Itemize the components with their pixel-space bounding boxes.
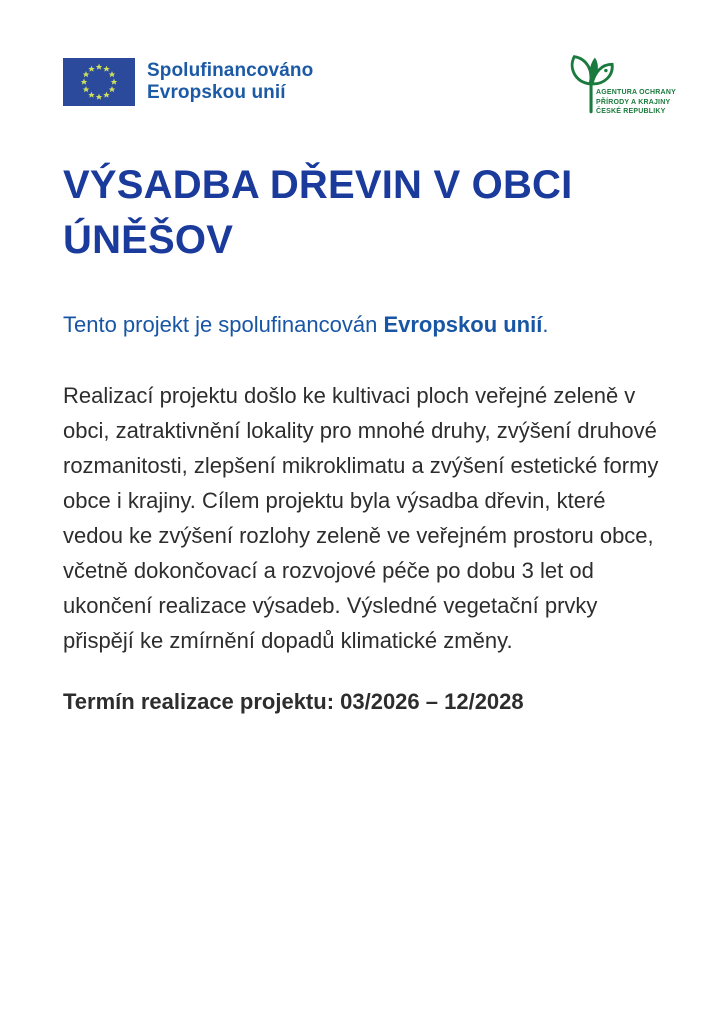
aopk-logo-label: [596, 88, 676, 117]
aopk-logo-label-line3: ČESKÉ REPUBLIKY: [596, 108, 666, 115]
subtitle-prefix: Tento projekt je spolufinancován: [63, 312, 384, 337]
page-title: VÝSADBA DŘEVIN V OBCI ÚNĚŠOV: [63, 163, 573, 262]
aopk-logo-label-line1: AGENTURA OCHRANY: [596, 89, 676, 96]
subtitle-bold: Evropskou unií: [383, 312, 543, 337]
project-term-line: Termín realizace projektu: 03/2026 – 12/2028: [63, 689, 524, 714]
eu-logo-label-line2: Evropskou unií: [147, 82, 286, 103]
eu-cofunded-logo: [63, 52, 313, 106]
body-paragraph: Realizací projektu došlo ke kultivaci ploch veřejné zeleně v obci, zatraktivnění lokality pro mnohé druhy, zvýšení druhové rozmanitosti, zlepšení mikroklimatu a zvýšení estetické formy obce i krajiny. Cílem projektu byla výsadba dřevin, které vedou ke zvýšení rozlohy zeleně ve veřejném prostoru obce, včetně dokončovací a rozvojové péče po dobu 3 let od ukončení realizace výsadeb. Výsledné vegetační prvky přispějí ke zmírnění dopadů klimatické změny.: [63, 383, 659, 653]
header: [63, 52, 676, 122]
aopk-logo: [569, 52, 676, 122]
subtitle: [63, 310, 663, 340]
eu-flag-icon: [63, 58, 135, 106]
aopk-logo-label-line2: PŘÍRODY A KRAJINY: [596, 98, 671, 106]
eu-logo-label: [147, 60, 313, 104]
subtitle-suffix: .: [542, 312, 549, 337]
eu-logo-label-line1: Spolufinancováno: [147, 60, 314, 81]
